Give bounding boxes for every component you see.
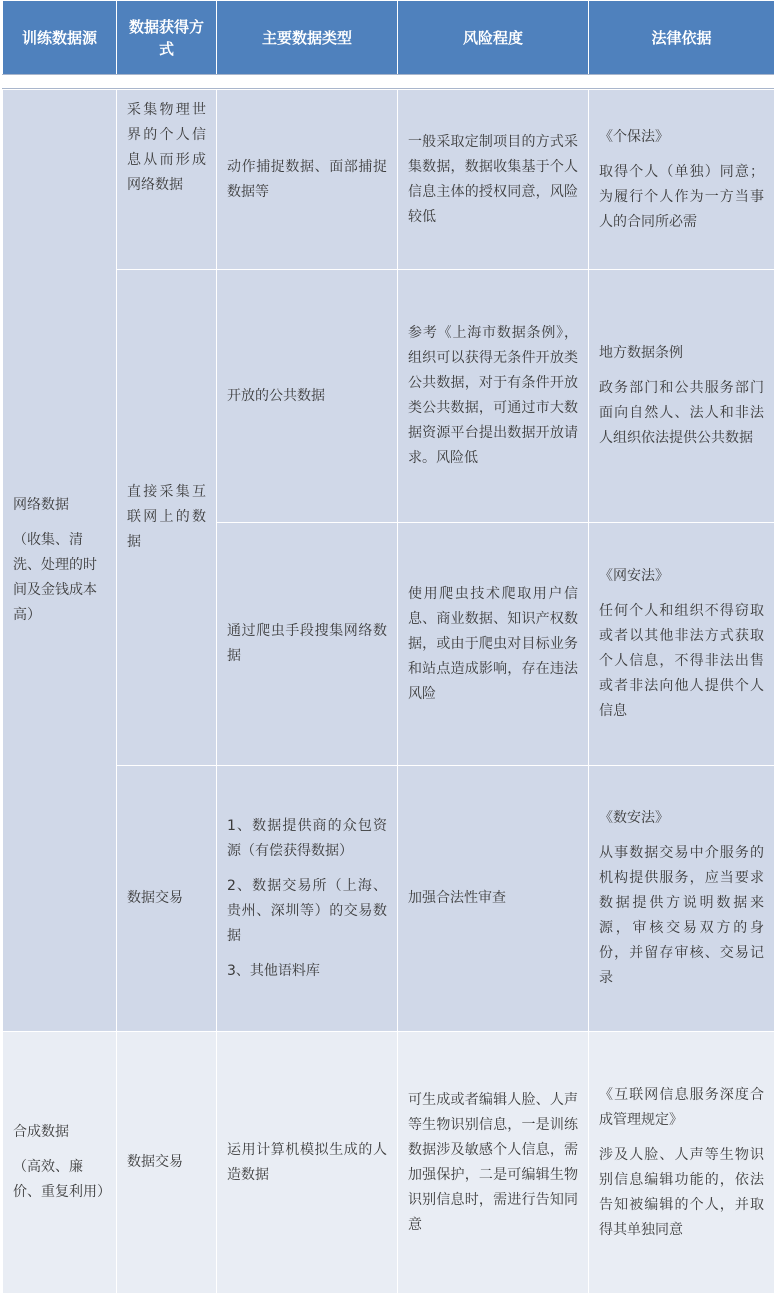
risk-cell: 一般采取定制项目的方式采集数据，数据收集基于个人信息主体的授权同意，风险较低: [398, 90, 589, 270]
law-title: 《个保法》: [599, 128, 669, 145]
risk-cell: 使用爬虫技术爬取用户信息、商业数据、知识产权数据，或由于爬虫对目标业务和站点造成影响，存在违法风险: [398, 523, 589, 766]
header-type: 主要数据类型: [217, 1, 398, 76]
law-cell: [589, 270, 775, 523]
header-risk: 风险程度: [398, 1, 589, 76]
method-cell: 直接采集互联网上的数据: [117, 270, 217, 766]
law-title: 地方数据条例: [599, 345, 683, 361]
method-cell: 数据交易: [117, 766, 217, 1032]
header-method: 数据获得方式: [117, 1, 217, 76]
type-item: 3、其他语料库: [227, 962, 320, 979]
type-cell: [217, 766, 398, 1032]
type-cell: 通过爬虫手段搜集网络数据: [217, 523, 398, 766]
method-cell: 采集物理世界的个人信息从而形成网络数据: [117, 90, 217, 270]
synthetic-source-note: （高效、廉价、重复利用）: [13, 1159, 111, 1200]
law-text: 取得个人（单独）同意；为履行个人作为一方当事人的合同所必需: [599, 163, 764, 230]
risk-cell: 参考《上海市数据条例》，组织可以获得无条件开放类公共数据，对于有条件开放类公共数据，可通过市大数据资源平台提出数据开放请求。风险低: [398, 270, 589, 523]
header-law: 法律依据: [589, 1, 775, 76]
law-cell: [589, 766, 775, 1032]
law-text: 涉及人脸、人声等生物识别信息编辑功能的，依法告知被编辑的个人，并取得其单独同意: [599, 1146, 764, 1238]
header-row: [3, 1, 775, 76]
data-table: [2, 89, 775, 1294]
table-row: [3, 766, 775, 1032]
type-cell: 运用计算机模拟生成的人造数据: [217, 1032, 398, 1294]
law-cell: [589, 90, 775, 270]
table-row: [3, 1032, 775, 1294]
law-title: 《数安法》: [599, 810, 669, 826]
law-title: 《网安法》: [599, 568, 669, 584]
synthetic-source-title: 合成数据: [13, 1124, 69, 1140]
table-row: [3, 270, 775, 523]
law-text: 从事数据交易中介服务的机构提供服务，应当要求数据提供方说明数据来源，审核交易双方的身份，并留存审核、交易记录: [599, 845, 764, 986]
network-source-cell: [3, 90, 117, 1032]
network-source-note: （收集、清洗、处理的时间及金钱成本高）: [13, 532, 97, 623]
law-cell: [589, 523, 775, 766]
risk-cell: 加强合法性审查: [398, 766, 589, 1032]
type-item: 2、数据交易所（上海、贵州、深圳等）的交易数据: [227, 877, 387, 944]
type-item: 1、数据提供商的众包资源（有偿获得数据）: [227, 817, 387, 859]
table-row: [3, 90, 775, 270]
table-header: [2, 0, 775, 76]
law-text: 任何个人和组织不得窃取或者以其他非法方式获取个人信息，不得非法出售或者非法向他人提供个人信息: [599, 603, 764, 719]
method-cell: 数据交易: [117, 1032, 217, 1294]
type-cell: 开放的公共数据: [217, 270, 398, 523]
synthetic-source-cell: [3, 1032, 117, 1294]
law-title: 《互联网信息服务深度合成管理规定》: [599, 1086, 764, 1128]
law-cell: [589, 1032, 775, 1294]
type-cell: 动作捕捉数据、面部捕捉数据等: [217, 90, 398, 270]
header-separator: [2, 74, 774, 89]
network-source-title: 网络数据: [13, 497, 69, 513]
header-source: 训练数据源: [3, 1, 117, 76]
law-text: 政务部门和公共服务部门面向自然人、法人和非法人组织依法提供公共数据: [599, 380, 764, 446]
risk-cell: 可生成或者编辑人脸、人声等生物识别信息，一是训练数据涉及敏感个人信息，需加强保护，二是可编辑生物识别信息时，需进行告知同意: [398, 1032, 589, 1294]
